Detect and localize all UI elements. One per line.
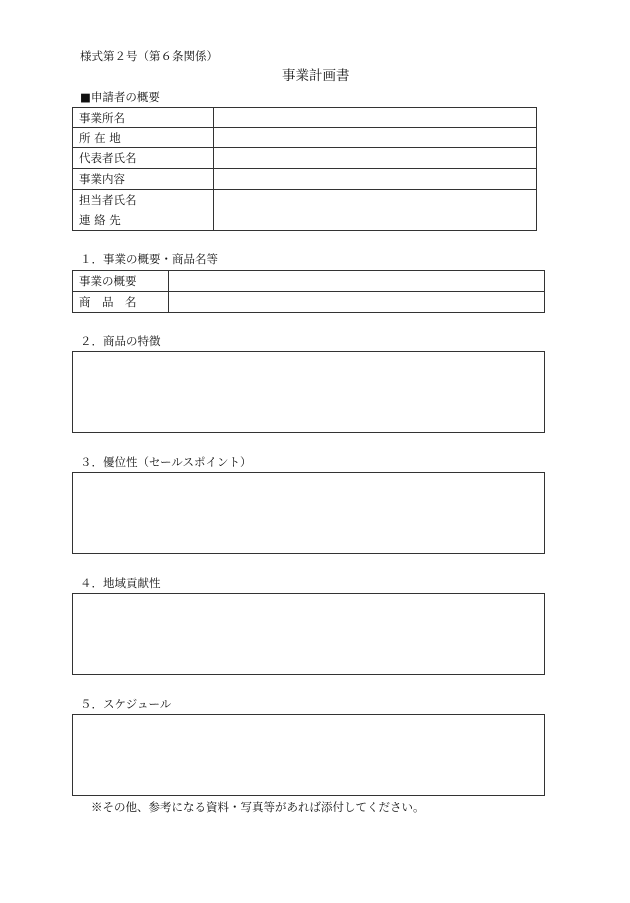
business-summary-field[interactable] [168,271,544,292]
section1-heading: １．事業の概要・商品名等 [80,252,218,266]
table-row [73,271,545,292]
contact-person-label-line2: 連 絡 先 [79,213,121,227]
table-row [73,108,537,128]
address-label: 所 在 地 [73,128,214,148]
business-content-label: 事業内容 [73,169,214,190]
office-name-field[interactable] [213,108,536,128]
page-title: 事業計画書 [282,68,350,84]
section1-table [72,270,545,313]
attachment-note: ※その他、参考になる資料・写真等があれば添付してください。 [91,800,425,814]
schedule-box[interactable] [72,714,545,796]
form-number: 様式第２号（第６条関係） [80,49,218,63]
representative-field[interactable] [213,148,536,169]
product-name-field[interactable] [168,292,544,313]
table-row [73,148,537,169]
regional-contribution-box[interactable] [72,593,545,675]
table-row [73,169,537,190]
representative-label: 代表者氏名 [73,148,214,169]
advantage-box[interactable] [72,472,545,554]
section4-heading: ４．地域貢献性 [80,576,161,590]
section5-heading: ５．スケジュール [80,697,172,711]
product-features-box[interactable] [72,351,545,433]
applicant-heading: ■申請者の概要 [80,90,160,104]
address-field[interactable] [213,128,536,148]
business-summary-label: 事業の概要 [73,271,169,292]
table-row [73,190,537,231]
office-name-label: 事業所名 [73,108,214,128]
contact-person-label-line1: 担当者氏名 [79,193,137,207]
contact-person-field[interactable] [213,190,536,231]
applicant-table [72,107,537,231]
product-name-label: 商 品 名 [73,292,169,313]
table-row [73,128,537,148]
business-content-field[interactable] [213,169,536,190]
table-row [73,292,545,313]
section2-heading: ２．商品の特徴 [80,334,161,348]
contact-person-label [73,190,214,231]
section3-heading: ３．優位性（セールスポイント） [80,455,252,469]
